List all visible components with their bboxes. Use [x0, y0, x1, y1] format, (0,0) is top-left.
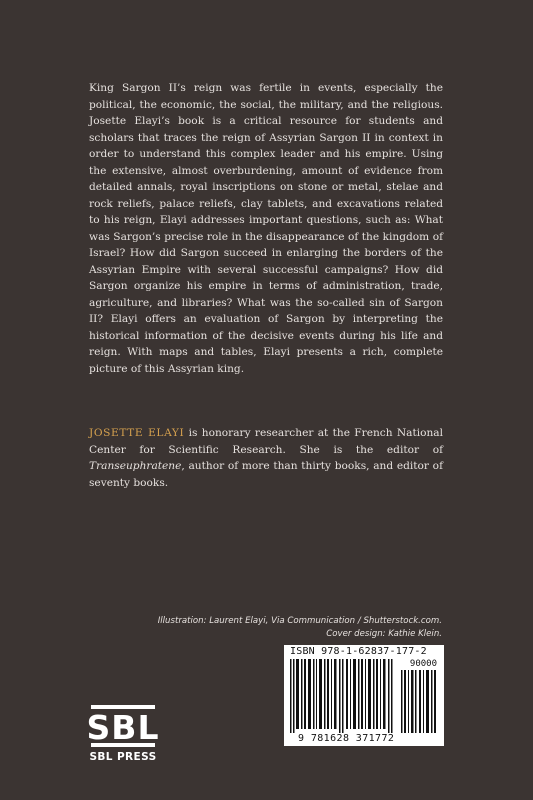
sbl-press-logo — [87, 705, 159, 763]
isbn-barcode — [284, 645, 444, 746]
barcode-bars — [288, 659, 396, 733]
cover-credits — [82, 615, 442, 641]
sbl-logo-letters: SBL — [87, 708, 159, 747]
illustration-credit: Illustration: Laurent Elayi, Via Communication / Shutterstock.com. — [157, 616, 442, 626]
price-code: 90000 — [409, 659, 437, 669]
cover-design-credit: Cover design: Kathie Klein. — [326, 629, 442, 639]
author-bio-text-1: is honorary researcher at the French National Center for Scientific Research. She is the editor of — [89, 427, 443, 456]
author-bio — [89, 425, 443, 491]
journal-title: Transeuphratene — [89, 460, 182, 472]
price-addon-bars — [400, 670, 438, 733]
press-name: SBL PRESS — [89, 751, 157, 763]
author-name: JOSETTE ELAYI — [89, 427, 185, 439]
sbl-logo-mark — [87, 705, 159, 751]
barcode-number: 9 781628 371772 — [298, 733, 395, 744]
author-bio-text-2: , author of more than thirty books, and editor of seventy books. — [89, 460, 443, 489]
book-description: King Sargon II’s reign was fertile in events, especially the political, the economic, the social, the military, and the religious. Josette Elayi’s book is a critical resource for students and scholars that traces the reign of Assyrian Sargon II in context in order to understand this complex leader and his empire. Using the extensive, almost overburdening, amount of evidence from detailed annals, royal inscriptions on stone or metal, stelae and rock reliefs, palace reliefs, clay tablets, and excavations related to his reign, Elayi addresses important questions, such as: What was Sargon’s precise role in the disappearance of the kingdom of Israel? How did Sargon succeed in enlarging the borders of the Assyrian Empire with several successful campaigns? How did Sargon organize his empire in terms of administration, trade, agriculture, and libraries? What was the so-called sin of Sargon II? Elayi offers an evaluation of Sargon by interpreting the historical information of the decisive events during his life and reign. With maps and tables, Elayi presents a rich, complete picture of this Assyrian king. — [89, 82, 443, 375]
isbn-label: ISBN 978-1-62837-177-2 — [290, 646, 427, 657]
